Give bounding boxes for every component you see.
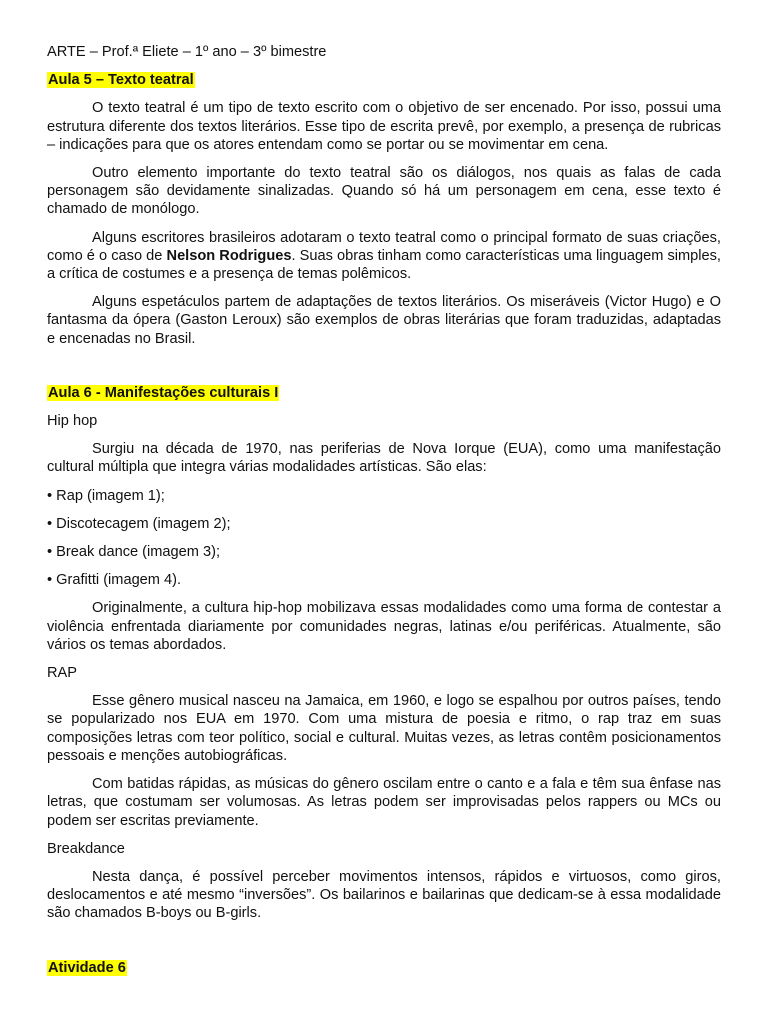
aula6-title: Aula 6 - Manifestações culturais I <box>48 384 279 401</box>
rap-paragraph-2: Com batidas rápidas, as músicas do gênero oscilam entre o canto e a fala e têm sua ênfase nas letras, que costumam ser volumosas. As letras podem ser improvisadas pelos rappers ou MCs ou podem ser escritas previamente. <box>47 776 721 829</box>
hiphop-origin-paragraph: Originalmente, a cultura hip-hop mobilizava essas modalidades como uma forma de contestar a violência enfrentada diariamente por comunidades negras, latinas e/ou periféricas. Atualmente, são vários os temas abordados. <box>47 600 721 653</box>
section-heading-atividade <box>47 959 721 977</box>
aula5-paragraph-3-start: Alguns escritores brasileiros adotaram o texto teatral como o principal formato de suas criações, como é o caso de <box>47 229 721 264</box>
subheading-breakdance: Breakdance <box>47 840 125 857</box>
author-name-bold: Nelson Rodrigues <box>166 247 292 264</box>
subheading-rap: RAP <box>47 665 78 682</box>
aula5-paragraph-4: Alguns espetáculos partem de adaptações de textos literários. Os miseráveis (Victor Hugo) e O fantasma da ópera (Gaston Leroux) são exemplos de obras literárias que foram traduzidas, adaptadas e encenadas no Brasil. <box>47 294 721 347</box>
section-spacer <box>47 933 721 959</box>
atividade-title: Atividade 6 <box>48 959 126 976</box>
section-heading-aula5 <box>47 71 721 89</box>
aula5-paragraph-3 <box>47 229 721 284</box>
document-body <box>47 43 721 987</box>
subheading-hiphop: Hip hop <box>47 413 98 430</box>
aula5-paragraph-2: Outro elemento importante do texto teatral são os diálogos, nos quais as falas de cada personagem são devidamente sinalizadas. Quando só há um personagem em cena, esse texto é chamado de monólogo. <box>47 165 721 218</box>
list-item: • Break dance (imagem 3); <box>47 544 221 561</box>
section-heading-aula6 <box>47 384 721 402</box>
section-spacer <box>47 358 721 384</box>
aula5-paragraph-3-end: . Suas obras tinham como características uma linguagem simples, a crítica de costumes e a presença de temas polêmicos. <box>47 247 721 283</box>
aula5-paragraph-1: O texto teatral é um tipo de texto escrito com o objetivo de ser encenado. Por isso, possui uma estrutura diferente dos textos literários. Esse tipo de escrita prevê, por exemplo, a presença de rubricas – indicações para que os atores entendam como se portar ou se movimentar em cena. <box>47 100 721 153</box>
hiphop-paragraph: Surgiu na década de 1970, nas periferias de Nova Iorque (EUA), como uma manifestação cultural múltipla que integra várias modalidades artísticas. São elas: <box>47 441 721 476</box>
rap-paragraph-1: Esse gênero musical nasceu na Jamaica, em 1960, e logo se espalhou por outros países, tendo se popularizado nos EUA em 1970. Com uma mistura de poesia e ritmo, o rap traz em suas composições letras com teor político, social e cultural. Muitas vezes, as letras contêm posicionamentos pessoais e menções autobiográficas. <box>47 693 721 764</box>
aula5-title: Aula 5 – Texto teatral <box>48 72 194 89</box>
list-item: • Grafitti (imagem 4). <box>47 572 182 589</box>
document-header: ARTE – Prof.ª Eliete – 1º ano – 3º bimestre <box>47 44 327 60</box>
list-item: • Rap (imagem 1); <box>47 487 165 504</box>
list-item: • Discotecagem (imagem 2); <box>47 515 231 532</box>
breakdance-paragraph: Nesta dança, é possível perceber movimentos intensos, rápidos e virtuosos, como giros, deslocamentos e até mesmo “inversões”. Os bailarinos e bailarinas que dedicam-se à essa modalidade são chamados B-boys ou B-girls. <box>47 868 721 922</box>
